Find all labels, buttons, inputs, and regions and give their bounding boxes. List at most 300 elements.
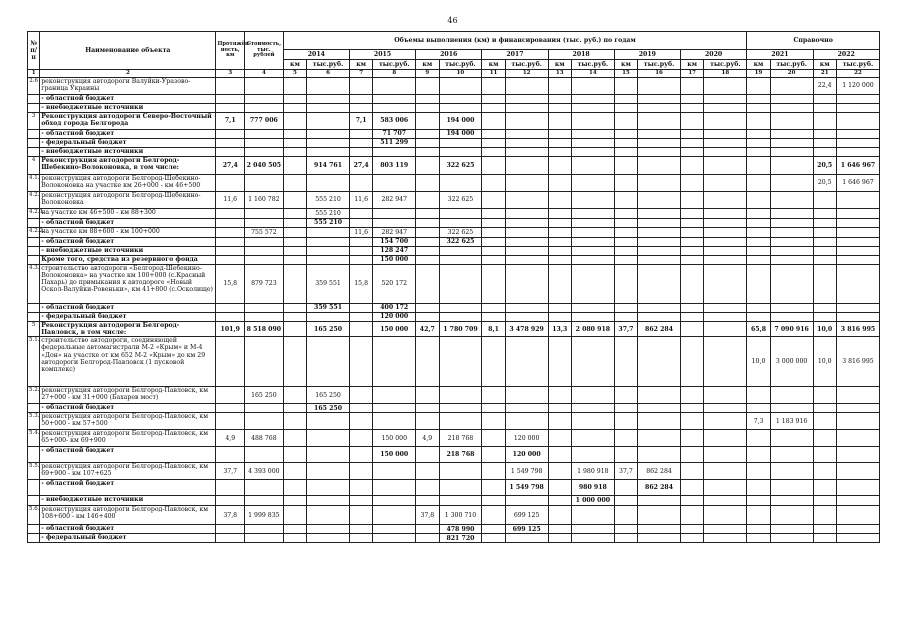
row-value [482,148,505,157]
row-value [548,209,571,219]
column-number: 5 [283,70,306,78]
row-index [28,304,40,313]
row-value [571,175,614,192]
row-value [349,139,372,148]
row-value [680,480,703,496]
row-value [747,104,770,113]
row-value: 1 646 967 [836,175,879,192]
row-value [416,192,439,209]
row-value [283,192,306,209]
row-value [216,534,245,543]
row-value [416,78,439,95]
row-value [482,404,505,413]
row-value [638,256,681,265]
row-value [571,209,614,219]
header-year: 2014 [283,50,349,60]
row-value [747,130,770,139]
row-value [770,148,813,157]
row-value [216,447,245,463]
row-value [245,78,284,95]
row-value [283,209,306,219]
row-name: реконструкция автодороги Белгород-Павловск, км 65+000- км 69+900 [40,430,216,447]
row-value [638,228,681,238]
row-value [680,430,703,447]
header-unit-km: км [747,60,770,70]
row-value: 322 625 [439,238,482,247]
column-number: 11 [482,70,505,78]
column-number: 10 [439,70,482,78]
row-value: 165 250 [245,387,284,404]
row-value [747,496,770,506]
row-value [680,104,703,113]
row-value [416,157,439,175]
row-value: 1 549 798 [505,480,548,496]
header-unit-rub: тыс.руб. [836,60,879,70]
row-value [505,95,548,104]
row-value [307,313,350,322]
row-value: 879 723 [245,265,284,304]
header-unit-rub: тыс.руб. [373,60,416,70]
row-value [548,480,571,496]
row-value [571,387,614,404]
row-name: - областной бюджет [40,404,216,413]
row-value [245,480,284,496]
row-value [813,387,836,404]
row-name: - федеральный бюджет [40,313,216,322]
row-value [439,95,482,104]
row-value [704,175,747,192]
table-row [28,157,880,175]
row-value [439,496,482,506]
row-value [614,313,637,322]
row-value: 282 947 [373,192,416,209]
column-number: 4 [245,70,284,78]
row-value [245,534,284,543]
row-value [638,104,681,113]
row-value [704,413,747,430]
row-value [548,157,571,175]
row-value [283,113,306,130]
header-volumes: Объемы выполнения (км) и финансирования (тыс. руб.) по годам [283,32,747,50]
row-value [416,313,439,322]
row-value [704,209,747,219]
row-value [680,304,703,313]
row-value [747,404,770,413]
row-value [482,247,505,256]
row-value [216,404,245,413]
row-index: 4.2.2. [28,228,40,238]
row-value: 3 000 000 [770,337,813,387]
row-value [482,238,505,247]
row-value [614,496,637,506]
row-value [482,175,505,192]
row-index [28,534,40,543]
row-value: 8,1 [482,322,505,337]
table-row [28,447,880,463]
row-value [548,78,571,95]
column-number: 8 [373,70,416,78]
row-value [680,322,703,337]
row-value [571,534,614,543]
row-value [245,413,284,430]
row-name: реконструкция автодороги Белгород-Павловск, км 108+600 - км 146+400 [40,506,216,525]
row-value: 359 551 [307,265,350,304]
row-value [482,506,505,525]
row-value [307,130,350,139]
row-value [416,209,439,219]
table-row [28,95,880,104]
row-name: Реконструкция автодороги Белгород-Шебекино-Волоконовка, в том числе: [40,157,216,175]
row-value [614,256,637,265]
row-value [505,209,548,219]
row-value [482,496,505,506]
row-value [439,413,482,430]
row-name: реконструкция автодороги Белгород-Павловск, км 69+900 - км 107+625 [40,463,216,480]
row-value [416,387,439,404]
header-length: Протяжён-ность, км [216,32,245,70]
row-value: 862 284 [638,322,681,337]
row-value [836,104,879,113]
row-value [245,148,284,157]
row-value [704,463,747,480]
header-unit-rub: тыс.руб. [770,60,813,70]
row-value [216,304,245,313]
row-value [416,304,439,313]
row-value [439,139,482,148]
row-value [571,447,614,463]
row-value [216,130,245,139]
row-value [813,430,836,447]
row-value [836,506,879,525]
row-value [638,130,681,139]
row-value [638,247,681,256]
row-value [747,534,770,543]
row-value [283,104,306,113]
row-value [505,157,548,175]
row-value [349,78,372,95]
row-value [770,238,813,247]
row-value [704,157,747,175]
row-value [482,139,505,148]
row-value [216,139,245,148]
row-name: на участке км 88+600 - км 100+000 [40,228,216,238]
row-value [638,209,681,219]
table-row [28,265,880,304]
header-unit-km: км [614,60,637,70]
row-value [614,78,637,95]
row-value [813,192,836,209]
row-value [283,139,306,148]
row-value: 65,8 [747,322,770,337]
row-value [482,304,505,313]
row-value [416,480,439,496]
row-value [416,228,439,238]
row-value [704,192,747,209]
row-value [505,104,548,113]
row-value [770,304,813,313]
row-value [548,148,571,157]
row-index [28,104,40,113]
row-value [439,404,482,413]
row-value [836,238,879,247]
row-value [548,104,571,113]
row-value [813,139,836,148]
row-value [283,313,306,322]
row-value [416,104,439,113]
row-value [307,463,350,480]
row-value [571,430,614,447]
row-value [836,313,879,322]
row-value [704,78,747,95]
row-value: 20,5 [813,175,836,192]
row-value [216,256,245,265]
row-value [638,430,681,447]
row-value: 7,3 [747,413,770,430]
column-number: 2 [40,70,216,78]
row-value [349,95,372,104]
row-value [704,313,747,322]
row-value [680,404,703,413]
row-value [307,228,350,238]
row-name: - областной бюджет [40,447,216,463]
row-value: 165 250 [307,404,350,413]
row-value: 7,1 [349,113,372,130]
row-value [307,104,350,113]
row-value: 583 006 [373,113,416,130]
row-value [505,175,548,192]
row-value [439,209,482,219]
row-name: реконструкция автодороги Белгород-Шебекино-Волоконовка на участке км 26+000 - км 46+500 [40,175,216,192]
row-value [680,337,703,387]
row-value: 821 720 [439,534,482,543]
row-value [548,404,571,413]
row-value: 71 707 [373,130,416,139]
row-value [704,496,747,506]
row-value [571,157,614,175]
row-value: 1 780 709 [439,322,482,337]
row-value [770,387,813,404]
row-value [373,496,416,506]
row-value [283,247,306,256]
row-value [614,265,637,304]
row-value [482,209,505,219]
row-value: 1 300 710 [439,506,482,525]
table-row [28,209,880,219]
row-value [680,265,703,304]
row-value: 154 700 [373,238,416,247]
row-value: 11,6 [216,192,245,209]
row-value [614,139,637,148]
row-value [571,413,614,430]
row-value [373,337,416,387]
row-value: 194 000 [439,113,482,130]
row-name: - внебюджетные источники [40,496,216,506]
row-name: реконструкция автодороги Белгород-Шебекино-Волоконовка [40,192,216,209]
row-value [770,534,813,543]
row-name: - внебюджетные источники [40,148,216,157]
row-name: - внебюджетные источники [40,247,216,256]
row-value [349,256,372,265]
row-value [638,506,681,525]
row-value [505,304,548,313]
row-value [836,192,879,209]
row-value [505,496,548,506]
table-row [28,148,880,157]
row-value [482,130,505,139]
row-value [614,148,637,157]
row-value [836,525,879,534]
row-value [747,95,770,104]
row-value [349,496,372,506]
row-value [283,157,306,175]
row-value [770,265,813,304]
row-value [283,130,306,139]
row-value [482,480,505,496]
row-value [349,247,372,256]
row-value [571,337,614,387]
row-value [416,238,439,247]
table-row [28,387,880,404]
row-value [416,496,439,506]
row-value [614,404,637,413]
row-value [373,506,416,525]
row-value [571,130,614,139]
row-value [548,219,571,228]
row-value [680,313,703,322]
row-value [307,148,350,157]
row-value [548,496,571,506]
header-year: 2015 [349,50,415,60]
row-index: 3 [28,113,40,130]
row-value [638,337,681,387]
row-value [548,534,571,543]
row-value [614,534,637,543]
row-value [307,480,350,496]
row-value [439,104,482,113]
row-value [307,506,350,525]
row-value [680,447,703,463]
row-value [770,430,813,447]
row-value [571,219,614,228]
row-value [813,480,836,496]
row-value [349,534,372,543]
row-index [28,95,40,104]
row-value [283,430,306,447]
column-number: 12 [505,70,548,78]
row-value [216,104,245,113]
row-value [614,157,637,175]
row-value: 1 160 782 [245,192,284,209]
row-value [505,534,548,543]
row-index: 4 [28,157,40,175]
row-value [482,447,505,463]
row-value [770,463,813,480]
row-value [505,413,548,430]
row-value [836,496,879,506]
row-value: 511 299 [373,139,416,148]
row-value [283,404,306,413]
row-value [283,496,306,506]
row-value [813,228,836,238]
row-value [216,313,245,322]
row-value [216,78,245,95]
row-index: 5.4. [28,430,40,447]
row-value [704,480,747,496]
row-value [439,337,482,387]
row-value [283,256,306,265]
row-value [680,506,703,525]
row-value: 520 172 [373,265,416,304]
table-row [28,247,880,256]
row-value [571,525,614,534]
row-value [680,175,703,192]
row-value [813,447,836,463]
row-value: 322 625 [439,157,482,175]
row-value [482,265,505,304]
row-value [373,104,416,113]
row-value [813,463,836,480]
row-value [571,256,614,265]
row-value: 120 000 [505,430,548,447]
row-value [307,413,350,430]
row-value [216,238,245,247]
row-value [813,219,836,228]
row-value: 42,7 [416,322,439,337]
row-value [416,525,439,534]
row-value [505,228,548,238]
row-value [283,95,306,104]
row-value [349,413,372,430]
table-row [28,313,880,322]
row-value [216,228,245,238]
row-value [704,404,747,413]
row-value [704,447,747,463]
column-number: 3 [216,70,245,78]
row-value [747,304,770,313]
row-index [28,139,40,148]
row-value [439,480,482,496]
row-index [28,238,40,247]
row-value [216,219,245,228]
row-value [770,113,813,130]
row-value [813,209,836,219]
header-unit-km: км [416,60,439,70]
header-unit-rub: тыс.руб. [439,60,482,70]
row-value [770,175,813,192]
column-number: 21 [813,70,836,78]
row-value [770,95,813,104]
row-value [747,113,770,130]
row-value: 3 816 995 [836,337,879,387]
row-value [245,256,284,265]
row-value [680,247,703,256]
header-unit-km: км [482,60,505,70]
row-value: 699 125 [505,506,548,525]
row-value [439,78,482,95]
row-value [770,247,813,256]
row-value [680,238,703,247]
row-value: 150 000 [373,322,416,337]
row-value [373,463,416,480]
row-value [571,113,614,130]
row-value [307,139,350,148]
row-name: строительство автодороги «Белгород-Шебекино-Волоконовка» на участке км 100+000 (с.Красный Пахарь) до примыкания к автодороге «Новый Оскол-Валуйки-Ровеньки», км 41+800 (с.Осколище) [40,265,216,304]
row-value: 1 000 000 [571,496,614,506]
row-value [283,78,306,95]
row-value [505,139,548,148]
row-value [614,480,637,496]
row-value [283,322,306,337]
